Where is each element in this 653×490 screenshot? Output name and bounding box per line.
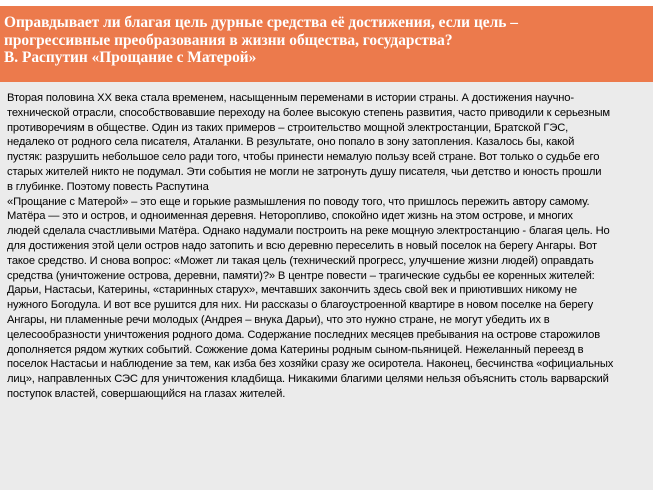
text-line: «Прощание с Матерой» – это еще и горькие размышления по поводу того, что пришлось пережить автору самому. <box>7 195 590 208</box>
text-line: Дарьи, Настасьи, Катерины, «старинных старух», мечтавших закончить здесь свой век и приютивших никому не <box>7 284 577 297</box>
text-line: противоречиям в обществе. Один из таких примеров – строительство мощной электростанции, Братской ГЭС, <box>7 121 569 134</box>
title-line: В. Распутин «Прощание с Матерой» <box>4 49 257 66</box>
text-line: поселок Настасьи и наблюдение за тем, как изба без хозяйки сразу же осиротела. Наконец, бесчинства «официальных <box>7 358 614 371</box>
text-line: людей сделала счастливыми Матёра. Однако надумали построить на реке мощную электростанцию - благая цель. Но <box>7 225 610 238</box>
text-line: для достижения этой цели остров надо затопить и всю деревню переселить в новый поселок на берегу Ангары. Вот <box>7 239 597 252</box>
text-line: Ангары, ни пламенные речи молодых (Андрея – внука Дарьи), что это нужно стране, не могут убедить их в <box>7 313 550 326</box>
text-line: недалеко от родного села писателя, Аталанки. В результате, оно попало в зону затопления. Казалось бы, какой <box>7 136 575 149</box>
text-line: такое средство. И снова вопрос: «Может ли такая цель (технический прогресс, улучшение жизни людей) оправдать <box>7 254 594 267</box>
text-line: лиц», направленных СЭС для уничтожения кладбища. Никакими благими целями нельзя объяснить столь варварский <box>7 373 609 386</box>
text-line: поступок властей, совершающийся на глазах жителей. <box>7 387 286 400</box>
text-line: пустяк: разрушить небольшое село ради того, чтобы принести немалую пользу всей стране. Вот только о судьбе его <box>7 151 600 164</box>
content-panel <box>0 82 653 490</box>
text-line: технической отрасли, способствовавшие переходу на более высокую степень развития, часто приводили к серьезным <box>7 106 610 119</box>
text-line: Вторая половина XX века стала временем, насыщенным переменами в истории страны. А достижения научно- <box>7 92 574 104</box>
text-line: дополняется рядом жутких событий. Сожжение дома Катерины родным сыном-пьяницей. Нежеланный переезд в <box>7 343 584 356</box>
text-line: целесообразности уничтожения родного дома. Содержание последних месяцев пребывания на острове старожилов <box>7 328 601 341</box>
text-line: старых жителей никто не подумал. Эти события не могли не затронуть душу писателя, чьи детство и юность прошли <box>7 165 602 178</box>
title-line: Оправдывает ли благая цель дурные средства её достижения, если цель – <box>4 14 518 31</box>
text-line: в глубинке. Поэтому повесть Распутина <box>7 180 209 193</box>
text-line: нужного Богодула. И вот все рушится для них. Ни рассказы о благоустроенной квартире в новом поселке на берегу <box>7 299 594 312</box>
essay-text <box>7 91 613 402</box>
slide-title <box>4 14 649 67</box>
title-bar <box>0 6 653 82</box>
text-line: средства (уничтожение острова, деревни, памяти)?» В центре повести – трагические судьбы ее коренных жителей: <box>7 269 595 282</box>
text-line: Матёра — это и остров, и одноименная деревня. Неторопливо, спокойно идет жизнь на этом острове, и многих <box>7 210 573 223</box>
title-line: прогрессивные преобразования в жизни общества, государства? <box>4 31 453 49</box>
